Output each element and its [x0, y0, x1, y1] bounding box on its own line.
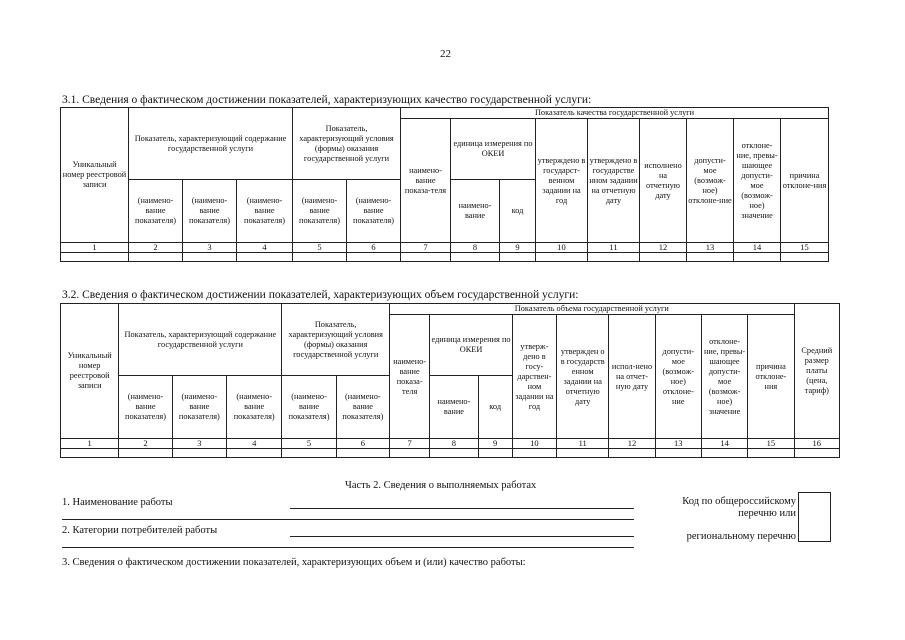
- empty-cell[interactable]: [794, 449, 839, 458]
- indicator-name-header: наимено-вание показа-теля: [401, 119, 451, 243]
- quality-indicators-table: [60, 107, 829, 262]
- column-number: 1: [61, 439, 119, 449]
- column-number: 8: [451, 243, 500, 253]
- empty-cell[interactable]: [478, 449, 512, 458]
- empty-cell[interactable]: [129, 253, 183, 262]
- empty-cell[interactable]: [61, 449, 119, 458]
- unit-header: единица измерения по ОКЕИ: [430, 315, 513, 376]
- empty-cell[interactable]: [536, 253, 588, 262]
- code-label-3: региональному перечню: [686, 531, 796, 542]
- column-number: 13: [655, 439, 701, 449]
- section-3-1-title: 3.1. Сведения о фактическом достижении показателей, характеризующих качество государственной услуги:: [62, 94, 592, 106]
- column-number: 3: [183, 243, 237, 253]
- column-number: 3: [172, 439, 226, 449]
- column-number: 2: [129, 243, 183, 253]
- column-number: 9: [478, 439, 512, 449]
- work-name-line[interactable]: [290, 508, 634, 509]
- column-number: 16: [794, 439, 839, 449]
- unit-code-header: код: [478, 376, 512, 439]
- empty-cell[interactable]: [557, 449, 609, 458]
- column-number: 5: [282, 439, 336, 449]
- categories-label: 2. Категории потребителей работы: [62, 525, 218, 536]
- column-number: 11: [557, 439, 609, 449]
- volume-indicators-table: [60, 303, 840, 458]
- column-number: 12: [640, 243, 687, 253]
- code-label-2: перечню или: [738, 508, 796, 519]
- sub-indicator-header: (наимено-вание показателя): [282, 376, 336, 439]
- column-number: 4: [227, 439, 282, 449]
- empty-cell[interactable]: [390, 449, 430, 458]
- empty-cell[interactable]: [640, 253, 687, 262]
- empty-cell[interactable]: [701, 449, 747, 458]
- column-number: 10: [512, 439, 556, 449]
- unique-number-header: Уникальный номер реестровой записи: [61, 108, 129, 243]
- volume-indicator-header: Показатель объема государственной услуги: [390, 304, 795, 315]
- sub-indicator-header: (наимено-вание показателя): [293, 180, 347, 243]
- content-indicator-header: Показатель, характеризующий содержание государственной услуги: [119, 304, 282, 376]
- empty-cell[interactable]: [61, 253, 129, 262]
- empty-cell[interactable]: [430, 449, 478, 458]
- quality-indicator-header: Показатель качества государственной услуги: [401, 108, 829, 119]
- work-name-label: 1. Наименование работы: [62, 497, 173, 508]
- empty-cell[interactable]: [172, 449, 226, 458]
- column-number: 15: [748, 439, 794, 449]
- exceeding-deviation-header: отклоне-ние, превы-шающее допусти-мое (возмож-ное) значение: [734, 119, 781, 243]
- sub-indicator-header: (наимено-вание показателя): [129, 180, 183, 243]
- allowed-deviation-header: допусти-мое (возмож-ное) отклоне-ние: [655, 315, 701, 439]
- code-label-1: Код по общероссийскому: [682, 496, 796, 507]
- registry-code-box[interactable]: [798, 492, 831, 542]
- empty-cell[interactable]: [336, 449, 389, 458]
- avg-price-header: Средний размер платы (цена, тариф): [794, 304, 839, 439]
- column-number: 7: [401, 243, 451, 253]
- column-number: 13: [687, 243, 734, 253]
- sub-indicator-header: (наимено-вание показателя): [237, 180, 293, 243]
- empty-cell[interactable]: [183, 253, 237, 262]
- sub-indicator-header: (наимено-вание показателя): [227, 376, 282, 439]
- column-number: 8: [430, 439, 478, 449]
- unit-name-header: наимено-вание: [451, 180, 500, 243]
- executed-header: испол-нено на отчет-ную дату: [609, 315, 655, 439]
- part-2-title: Часть 2. Сведения о выполняемых работах: [345, 480, 537, 491]
- indicator-name-header: наимено-вание показа-теля: [390, 315, 430, 439]
- column-number: 15: [781, 243, 829, 253]
- empty-cell[interactable]: [609, 449, 655, 458]
- page-number: 22: [440, 48, 451, 60]
- empty-cell[interactable]: [451, 253, 500, 262]
- section-3-2-title: 3.2. Сведения о фактическом достижении показателей, характеризующих объем государственной услуги:: [62, 289, 579, 301]
- approved-date-header: утвержден о в государств енном задании на отчетную дату: [557, 315, 609, 439]
- executed-header: исполнено на отчетную дату: [640, 119, 687, 243]
- sub-indicator-header: (наимено-вание показателя): [347, 180, 401, 243]
- table-row: [61, 449, 840, 458]
- sub-indicator-header: (наимено-вание показателя): [172, 376, 226, 439]
- column-number: 5: [293, 243, 347, 253]
- section-3-title: 3. Сведения о фактическом достижении показателей, характеризующих объем и (или) качество работы:: [62, 557, 526, 568]
- empty-cell[interactable]: [119, 449, 172, 458]
- conditions-indicator-header: Показатель, характеризующий условия (формы) оказания государственной услуги: [282, 304, 390, 376]
- column-number: 10: [536, 243, 588, 253]
- empty-cell[interactable]: [401, 253, 451, 262]
- column-number: 12: [609, 439, 655, 449]
- table-row: [61, 253, 829, 262]
- empty-cell[interactable]: [734, 253, 781, 262]
- approved-date-header: утверждено в государстве нном задании на отчетную дату: [588, 119, 640, 243]
- column-number: 14: [734, 243, 781, 253]
- unit-name-header: наимено-вание: [430, 376, 478, 439]
- reason-header: причина отклоне-ния: [781, 119, 829, 243]
- column-number: 6: [336, 439, 389, 449]
- empty-cell[interactable]: [512, 449, 556, 458]
- approved-year-header: утверждено в государст-венном задании на год: [536, 119, 588, 243]
- sub-indicator-header: (наимено-вание показателя): [119, 376, 172, 439]
- empty-cell[interactable]: [237, 253, 293, 262]
- column-number: 14: [701, 439, 747, 449]
- content-indicator-header: Показатель, характеризующий содержание государственной услуги: [129, 108, 293, 180]
- column-number: 11: [588, 243, 640, 253]
- column-number: 6: [347, 243, 401, 253]
- column-number: 4: [237, 243, 293, 253]
- empty-cell[interactable]: [748, 449, 794, 458]
- unique-number-header: Уникальный номер реестровой записи: [61, 304, 119, 439]
- reason-header: причина отклоне-ния: [748, 315, 794, 439]
- sub-indicator-header: (наимено-вание показателя): [336, 376, 389, 439]
- conditions-indicator-header: Показатель, характеризующий условия (формы) оказания государственной услуги: [293, 108, 401, 180]
- empty-cell[interactable]: [500, 253, 536, 262]
- column-number: 9: [500, 243, 536, 253]
- empty-cell[interactable]: [655, 449, 701, 458]
- empty-cell[interactable]: [347, 253, 401, 262]
- empty-cell[interactable]: [588, 253, 640, 262]
- categories-line-2[interactable]: [62, 547, 634, 548]
- empty-cell[interactable]: [293, 253, 347, 262]
- unit-header: единица измерения по ОКЕИ: [451, 119, 536, 180]
- approved-year-header: утверж-дено в госу-дарствен-ном задании на год: [512, 315, 556, 439]
- categories-line[interactable]: [290, 536, 634, 537]
- empty-cell[interactable]: [781, 253, 829, 262]
- exceeding-deviation-header: отклоне-ние, превы-шающее допусти-мое (возмож-ное) значение: [701, 315, 747, 439]
- column-number: 2: [119, 439, 172, 449]
- unit-code-header: код: [500, 180, 536, 243]
- sub-indicator-header: (наимено-вание показателя): [183, 180, 237, 243]
- work-name-line-2[interactable]: [62, 519, 634, 520]
- allowed-deviation-header: допусти-мое (возмож-ное) отклоне-ние: [687, 119, 734, 243]
- empty-cell[interactable]: [282, 449, 336, 458]
- empty-cell[interactable]: [227, 449, 282, 458]
- column-number: 7: [390, 439, 430, 449]
- column-number: 1: [61, 243, 129, 253]
- empty-cell[interactable]: [687, 253, 734, 262]
